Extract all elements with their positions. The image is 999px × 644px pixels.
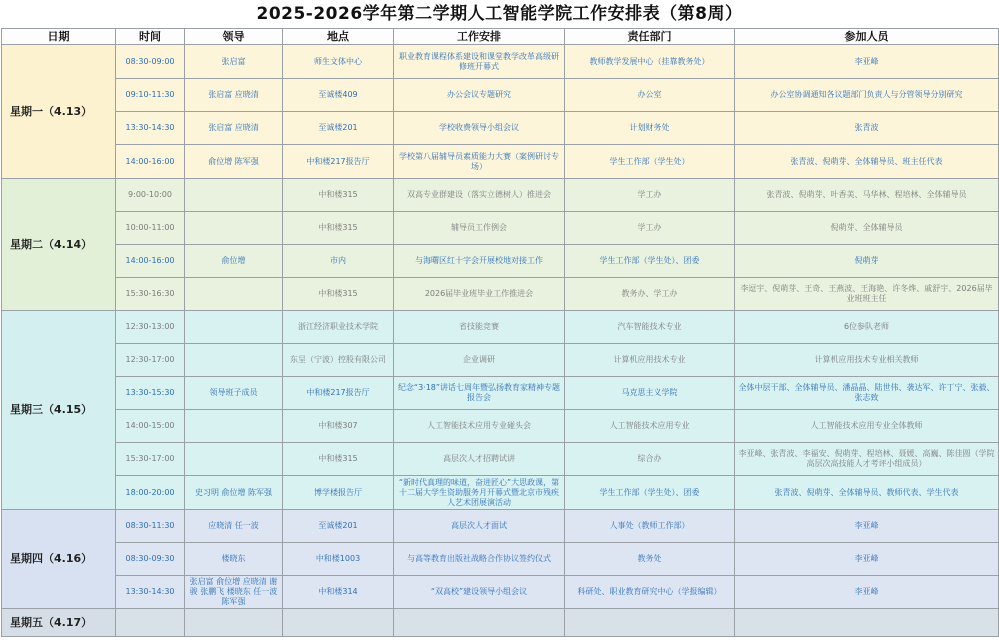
table-row xyxy=(2,576,999,609)
people-cell xyxy=(735,609,999,637)
day-cell-tuesday: 星期二（4.14） xyxy=(2,179,116,311)
header-time: 时间 xyxy=(116,29,185,45)
dept-cell: 马克思主义学院 xyxy=(565,377,735,410)
time-cell: 18:00-20:00 xyxy=(116,476,185,510)
time-cell: 12:30-17:00 xyxy=(116,344,185,377)
table-row xyxy=(2,145,999,179)
place-cell: 博学楼报告厅 xyxy=(283,476,394,510)
leader-cell xyxy=(185,609,283,637)
leader-cell xyxy=(185,311,283,344)
table-row xyxy=(2,112,999,145)
day-cell-monday: 星期一（4.13） xyxy=(2,45,116,179)
place-cell: 中和楼315 xyxy=(283,212,394,245)
people-cell: 张青波 xyxy=(735,112,999,145)
task-cell: 辅导员工作例会 xyxy=(394,212,565,245)
table-row xyxy=(2,443,999,476)
people-cell: 张青波、倪萌芽、全体辅导员、教师代表、学生代表 xyxy=(735,476,999,510)
leader-cell xyxy=(185,410,283,443)
people-cell: 李亚峰 xyxy=(735,510,999,543)
place-cell: 中和楼1003 xyxy=(283,543,394,576)
table-row xyxy=(2,609,999,637)
table-row xyxy=(2,377,999,410)
table-row xyxy=(2,179,999,212)
people-cell: 李亚峰 xyxy=(735,45,999,79)
time-cell: 14:00-16:00 xyxy=(116,245,185,278)
dept-cell: 汽车智能技术专业 xyxy=(565,311,735,344)
page-title: 2025-2026学年第二学期人工智能学院工作安排表（第8周） xyxy=(256,4,743,24)
dept-cell: 学生工作部（学生处） xyxy=(565,145,735,179)
leader-cell: 楼晓东 xyxy=(185,543,283,576)
task-cell: 2026届毕业班毕业工作推进会 xyxy=(394,278,565,311)
place-cell: 至诚楼201 xyxy=(283,510,394,543)
header-place: 地点 xyxy=(283,29,394,45)
place-cell: 东呈（宁波）控股有限公司 xyxy=(283,344,394,377)
dept-cell: 学工办 xyxy=(565,212,735,245)
place-cell: 至诚楼409 xyxy=(283,79,394,112)
time-cell: 12:30-13:00 xyxy=(116,311,185,344)
task-cell: “双高校”建设领导小组会议 xyxy=(394,576,565,609)
dept-cell: 办公室 xyxy=(565,79,735,112)
leader-cell: 俞位增 陈军强 xyxy=(185,145,283,179)
dept-cell: 人事处（教师工作部） xyxy=(565,510,735,543)
time-cell: 9:00-10:00 xyxy=(116,179,185,212)
table-row xyxy=(2,79,999,112)
leader-cell xyxy=(185,212,283,245)
place-cell: 至诚楼201 xyxy=(283,112,394,145)
task-cell: “新时代真理的味道，奋进匠心”大思政课，第十二届大学生资助服务月开幕式暨北京市残疾人艺术团展演活动 xyxy=(394,476,565,510)
task-cell: 纪念“3·18”讲话七周年暨弘扬教育家精神专题报告会 xyxy=(394,377,565,410)
people-cell: 李亚峰、张青波、李福安、倪萌芽、程培林、聂媛、高巍、陈佳圆（学院高层次高技能人才考评小组成员） xyxy=(735,443,999,476)
time-cell: 15:30-17:00 xyxy=(116,443,185,476)
people-cell: 人工智能技术应用专业全体教师 xyxy=(735,410,999,443)
day-cell-thursday: 星期四（4.16） xyxy=(2,510,116,609)
task-cell: 学校第八届辅导员素质能力大赛（案例研讨专场） xyxy=(394,145,565,179)
dept-cell: 科研处、职业教育研究中心（学报编辑） xyxy=(565,576,735,609)
schedule-table xyxy=(1,28,999,637)
leader-cell: 张启富 xyxy=(185,45,283,79)
time-cell: 08:30-09:00 xyxy=(116,45,185,79)
place-cell: 中和楼307 xyxy=(283,410,394,443)
table-row xyxy=(2,311,999,344)
place-cell: 中和楼315 xyxy=(283,179,394,212)
table-row xyxy=(2,245,999,278)
people-cell: 张青波、倪萌芽、全体辅导员、班主任代表 xyxy=(735,145,999,179)
people-cell: 办公室协调通知各议题部门负责人与分管领导分别研究 xyxy=(735,79,999,112)
table-row xyxy=(2,45,999,79)
task-cell xyxy=(394,609,565,637)
header-task: 工作安排 xyxy=(394,29,565,45)
time-cell: 08:30-09:30 xyxy=(116,543,185,576)
place-cell: 市内 xyxy=(283,245,394,278)
dept-cell: 学生工作部（学生处）、团委 xyxy=(565,476,735,510)
people-cell: 全体中层干部、全体辅导员、潘晶晶、陆世伟、袭达军、许丁宁、张毅、张志致 xyxy=(735,377,999,410)
time-cell: 14:00-15:00 xyxy=(116,410,185,443)
task-cell: 人工智能技术应用专业碰头会 xyxy=(394,410,565,443)
task-cell: 省技能竞赛 xyxy=(394,311,565,344)
header-leader: 领导 xyxy=(185,29,283,45)
leader-cell: 史习明 俞位增 陈军强 xyxy=(185,476,283,510)
place-cell: 浙江经济职业技术学院 xyxy=(283,311,394,344)
dept-cell xyxy=(565,609,735,637)
leader-cell: 张启富 应晓清 xyxy=(185,112,283,145)
header-people: 参加人员 xyxy=(735,29,999,45)
dept-cell: 计算机应用技术专业 xyxy=(565,344,735,377)
people-cell: 6位参队老师 xyxy=(735,311,999,344)
table-row xyxy=(2,476,999,510)
task-cell: 办公会议专题研究 xyxy=(394,79,565,112)
table-row xyxy=(2,278,999,311)
place-cell: 师生文体中心 xyxy=(283,45,394,79)
dept-cell: 教务办、学工办 xyxy=(565,278,735,311)
people-cell: 李亚峰 xyxy=(735,576,999,609)
people-cell: 张青波、倪萌芽、叶香美、马华林、程培林、全体辅导员 xyxy=(735,179,999,212)
header-date: 日期 xyxy=(2,29,116,45)
header-row xyxy=(2,29,999,45)
time-cell: 13:30-15:30 xyxy=(116,377,185,410)
day-cell-wednesday: 星期三（4.15） xyxy=(2,311,116,510)
leader-cell xyxy=(185,179,283,212)
task-cell: 企业调研 xyxy=(394,344,565,377)
table-row xyxy=(2,212,999,245)
time-cell: 08:30-11:30 xyxy=(116,510,185,543)
table-row xyxy=(2,543,999,576)
dept-cell: 学生工作部（学生处）、团委 xyxy=(565,245,735,278)
dept-cell: 教师教学发展中心（挂靠教务处） xyxy=(565,45,735,79)
people-cell: 倪萌芽、全体辅导员 xyxy=(735,212,999,245)
task-cell: 学校收费领导小组会议 xyxy=(394,112,565,145)
task-cell: 与高等教育出版社战略合作协议签约仪式 xyxy=(394,543,565,576)
people-cell: 计算机应用技术专业相关教师 xyxy=(735,344,999,377)
leader-cell xyxy=(185,344,283,377)
time-cell: 13:30-14:30 xyxy=(116,112,185,145)
table-row xyxy=(2,510,999,543)
place-cell: 中和楼315 xyxy=(283,443,394,476)
task-cell: 与海曙区红十字会开展校地对接工作 xyxy=(394,245,565,278)
time-cell: 09:10-11:30 xyxy=(116,79,185,112)
leader-cell xyxy=(185,278,283,311)
people-cell: 李亚峰 xyxy=(735,543,999,576)
time-cell: 14:00-16:00 xyxy=(116,145,185,179)
leader-cell: 张启富 俞位增 应晓清 谢骏 张鹏飞 楼晓东 任一波 陈军强 xyxy=(185,576,283,609)
day-cell-friday: 星期五（4.17） xyxy=(2,609,116,637)
leader-cell: 俞位增 xyxy=(185,245,283,278)
place-cell: 中和楼314 xyxy=(283,576,394,609)
dept-cell: 学工办 xyxy=(565,179,735,212)
time-cell xyxy=(116,609,185,637)
time-cell: 13:30-14:30 xyxy=(116,576,185,609)
leader-cell: 应晓清 任一波 xyxy=(185,510,283,543)
leader-cell: 领导班子成员 xyxy=(185,377,283,410)
place-cell: 中和楼217报告厅 xyxy=(283,145,394,179)
dept-cell: 计划财务处 xyxy=(565,112,735,145)
people-cell: 李逗宇、倪萌芽、王奇、王燕波、王海艳、许冬烨、戚舒宇、2026届毕业班班主任 xyxy=(735,278,999,311)
dept-cell: 综合办 xyxy=(565,443,735,476)
dept-cell: 人工智能技术应用专业 xyxy=(565,410,735,443)
task-cell: 职业教育课程体系建设和课堂教学改革高级研修班开幕式 xyxy=(394,45,565,79)
task-cell: 高层次人才面试 xyxy=(394,510,565,543)
table-row xyxy=(2,410,999,443)
leader-cell: 张启富 应晓清 xyxy=(185,79,283,112)
time-cell: 15:30-16:30 xyxy=(116,278,185,311)
dept-cell: 教务处 xyxy=(565,543,735,576)
place-cell xyxy=(283,609,394,637)
header-dept: 责任部门 xyxy=(565,29,735,45)
people-cell: 倪萌芽 xyxy=(735,245,999,278)
time-cell: 10:00-11:00 xyxy=(116,212,185,245)
task-cell: 高层次人才招聘试讲 xyxy=(394,443,565,476)
place-cell: 中和楼217报告厅 xyxy=(283,377,394,410)
table-row xyxy=(2,344,999,377)
place-cell: 中和楼315 xyxy=(283,278,394,311)
task-cell: 双高专业群建设（落实立德树人）推进会 xyxy=(394,179,565,212)
leader-cell xyxy=(185,443,283,476)
